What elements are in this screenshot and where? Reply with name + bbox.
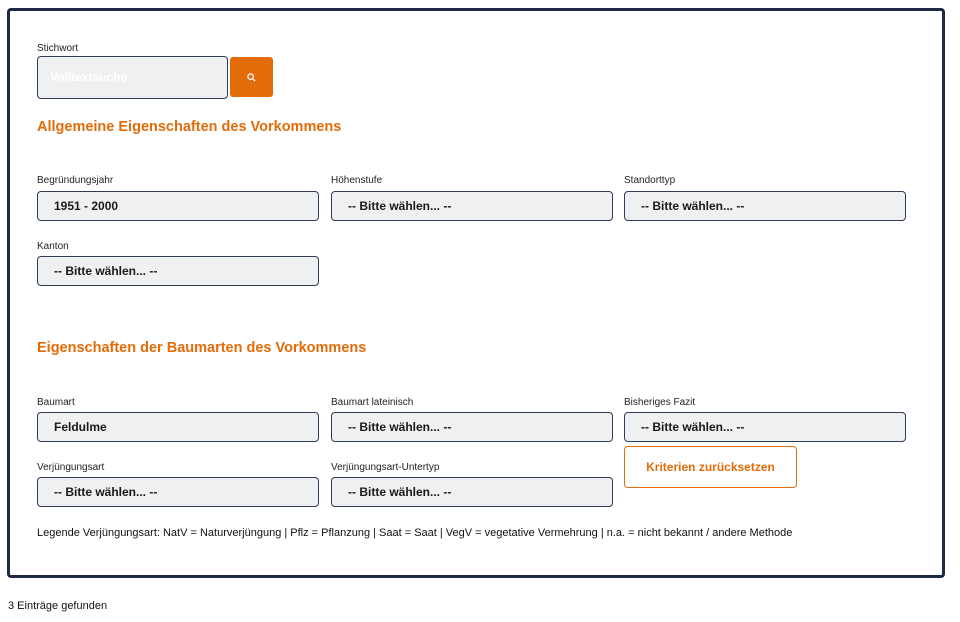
legend-text: Legende Verjüngungsart: NatV = Naturverjüngung | Pflz = Pflanzung | Saat = Saat | VegV = vegetative Vermehrung | n.a. = nicht bekannt / andere Methode <box>37 527 793 539</box>
verjuengungsart-label: Verjüngungsart <box>37 462 105 473</box>
section-heading-general: Allgemeine Eigenschaften des Vorkommens <box>37 119 342 135</box>
standorttyp-label: Standorttyp <box>624 175 676 186</box>
baumart-latein-select[interactable]: -- Bitte wählen... -- <box>331 412 613 442</box>
search-input[interactable]: Volltextsuche <box>37 56 228 99</box>
fazit-select[interactable]: -- Bitte wählen... -- <box>624 412 906 442</box>
search-label: Stichwort <box>37 43 79 54</box>
search-button[interactable] <box>230 57 273 97</box>
kanton-select[interactable]: -- Bitte wählen... -- <box>37 256 319 286</box>
baumart-select[interactable]: Feldulme <box>37 412 319 442</box>
verjuengungsart-untertyp-select[interactable]: -- Bitte wählen... -- <box>331 477 613 507</box>
baumart-label: Baumart <box>37 397 75 408</box>
standorttyp-select[interactable]: -- Bitte wählen... -- <box>624 191 906 221</box>
hoehenstufe-select[interactable]: -- Bitte wählen... -- <box>331 191 613 221</box>
begruendungsjahr-label: Begründungsjahr <box>37 175 114 186</box>
search-icon <box>247 73 256 82</box>
verjuengungsart-untertyp-label: Verjüngungsart-Untertyp <box>331 462 440 473</box>
begruendungsjahr-select[interactable]: 1951 - 2000 <box>37 191 319 221</box>
fazit-label: Bisheriges Fazit <box>624 397 696 408</box>
hoehenstufe-label: Höhenstufe <box>331 175 383 186</box>
kanton-label: Kanton <box>37 241 69 252</box>
baumart-latein-label: Baumart lateinisch <box>331 397 414 408</box>
verjuengungsart-select[interactable]: -- Bitte wählen... -- <box>37 477 319 507</box>
section-heading-species: Eigenschaften der Baumarten des Vorkommens <box>37 340 367 356</box>
reset-criteria-button[interactable]: Kriterien zurücksetzen <box>624 446 797 488</box>
results-count: 3 Einträge gefunden <box>8 600 108 612</box>
